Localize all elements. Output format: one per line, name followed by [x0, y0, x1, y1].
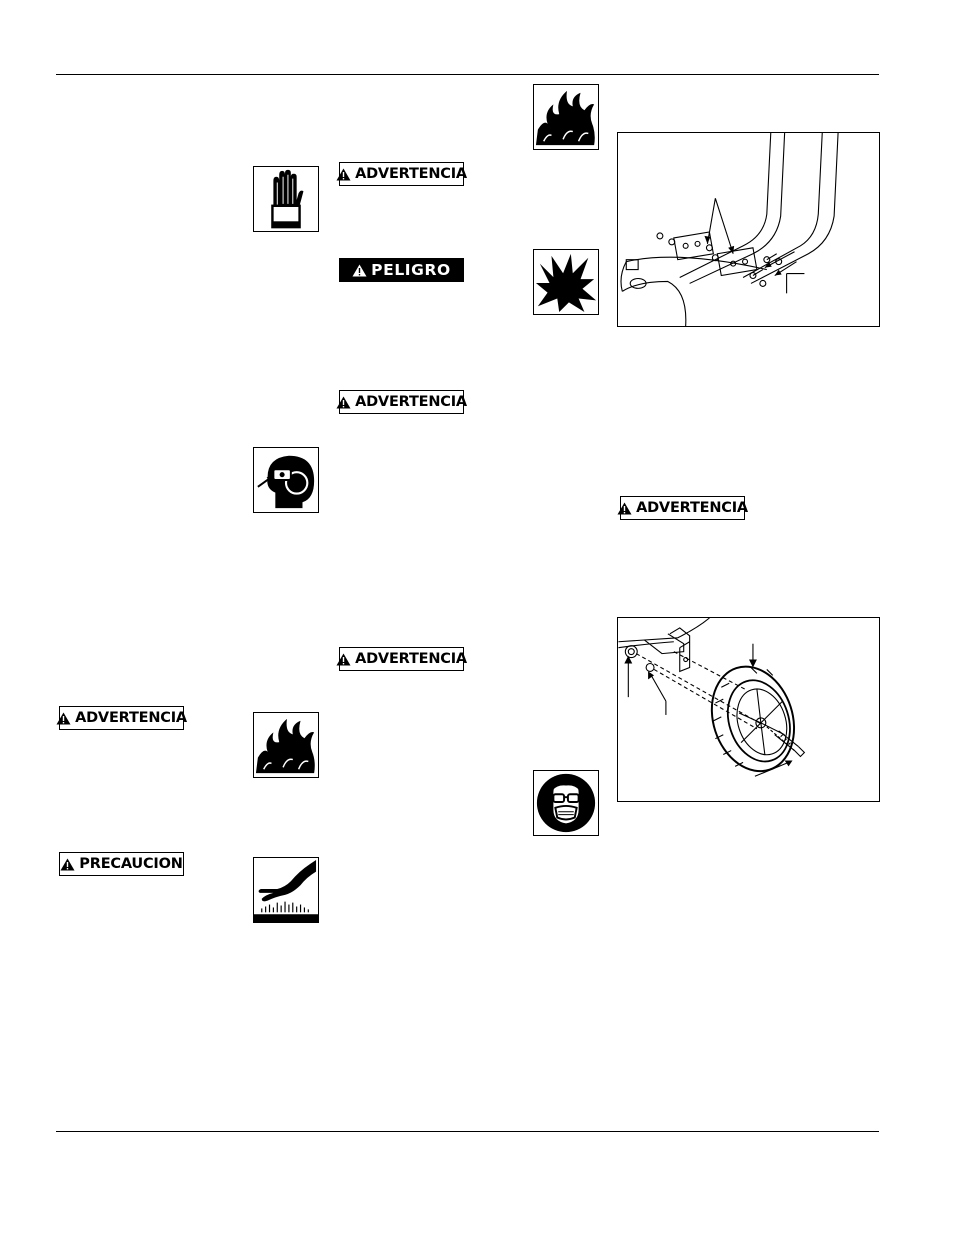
fire-hazard-icon — [534, 85, 598, 149]
warning-triangle-icon — [336, 653, 351, 666]
fire-hazard-icon — [254, 713, 318, 777]
warning-label-text: ADVERTENCIA — [75, 710, 187, 726]
danger-label-text: PELIGRO — [371, 261, 451, 279]
warning-label — [339, 647, 467, 671]
bottom-rule — [56, 1131, 879, 1132]
warning-label — [620, 496, 748, 520]
warning-label — [339, 162, 467, 186]
eye-ear-protection-icon — [254, 448, 318, 512]
fire-hazard-pictogram — [253, 712, 319, 778]
warning-triangle-icon — [617, 502, 632, 515]
warning-triangle-icon — [336, 396, 351, 409]
danger-label — [339, 258, 464, 282]
wheel-assembly-figure — [617, 617, 880, 802]
warning-label-text: ADVERTENCIA — [355, 651, 467, 667]
face-mask-goggles-icon — [534, 771, 598, 835]
warning-label-text: ADVERTENCIA — [636, 500, 748, 516]
caution-label — [59, 852, 184, 876]
warning-label — [339, 390, 467, 414]
explosion-hazard-icon — [534, 250, 598, 314]
top-rule — [56, 74, 879, 75]
hand-glove-icon — [254, 167, 318, 231]
warning-label — [59, 706, 187, 730]
warning-triangle-icon — [336, 168, 351, 181]
warning-label-text: ADVERTENCIA — [355, 166, 467, 182]
warning-triangle-icon — [352, 264, 367, 277]
handle-assembly-figure — [617, 132, 880, 327]
warning-triangle-icon — [56, 712, 71, 725]
hot-surface-icon — [254, 858, 318, 922]
explosion-hazard-pictogram — [533, 249, 599, 315]
hand-glove-pictogram — [253, 166, 319, 232]
caution-label-text: PRECAUCION — [79, 856, 183, 872]
warning-label-text: ADVERTENCIA — [355, 394, 467, 410]
hot-surface-pictogram — [253, 857, 319, 923]
warning-triangle-icon — [60, 858, 75, 871]
fire-hazard-pictogram — [533, 84, 599, 150]
eye-ear-protection-pictogram — [253, 447, 319, 513]
face-mask-goggles-pictogram — [533, 770, 599, 836]
